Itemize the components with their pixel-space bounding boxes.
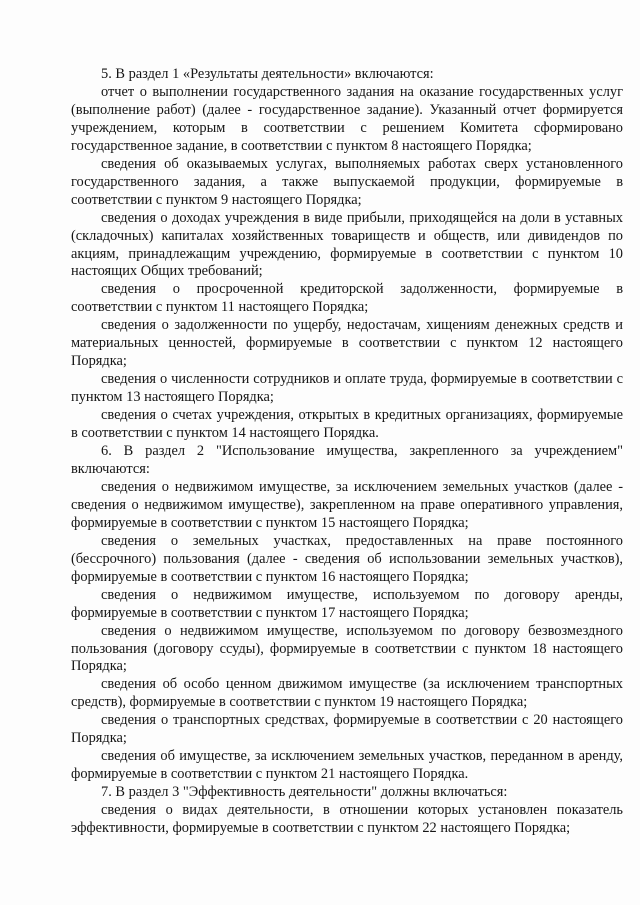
paragraph-staff-wages: сведения о численности сотрудников и оплате труда, формируемые в соответствии с пунктом 13 настоящего Порядка;: [71, 371, 623, 406]
paragraph-real-estate-free-use: сведения о недвижимом имуществе, используемом по договору безвозмездного пользования (договору ссуды), формируемые в соответствии с пунктом 18 настоящего Порядка;: [71, 622, 623, 675]
section-7-heading: 7. В раздел 3 "Эффективность деятельности" должны включаться:: [101, 784, 508, 801]
paragraph-services-above-task: сведения об оказываемых услугах, выполняемых работах сверх установленного государственного задания, а также выпускаемой продукции, формируемые в соответствии с пунктом 9 настоящего Порядка;: [71, 155, 623, 208]
paragraph-overdue-payables: сведения о просроченной кредиторской задолженности, формируемые в соответствии с пунктом 11 настоящего Порядка;: [71, 281, 623, 316]
document-body: [71, 66, 623, 838]
paragraph-damage-debt: сведения о задолженности по ущербу, недостачам, хищениям денежных средств и материальных ценностей, формируемые в соответствии с пунктом 12 настоящего Порядка;: [71, 317, 623, 370]
paragraph-leased-out-property: сведения об имуществе, за исключением земельных участков, переданном в аренду, формируемые в соответствии с пунктом 21 настоящего Порядка.: [71, 748, 623, 783]
section-5-heading: 5. В раздел 1 «Результаты деятельности» включаются:: [101, 66, 434, 82]
paragraph-activity-types: сведения о видах деятельности, в отношении которых установлен показатель эффективности, формируемые в соответствии с пунктом 22 настоящего Порядка;: [71, 802, 623, 837]
paragraph-income-profit: сведения о доходах учреждения в виде прибыли, приходящейся на доли в уставных (складочных) капиталах хозяйственных товариществ и обществ, или дивидендов по акциям, принадлежащим учреждению, формируемые в соответствии с пунктом 10 настоящих Общих требований;: [71, 209, 623, 280]
paragraph-bank-accounts: сведения о счетах учреждения, открытых в кредитных организациях, формируемые в соответствии с пунктом 14 настоящего Порядка.: [71, 407, 623, 442]
paragraph-land-plots: сведения о земельных участках, предоставленных на праве постоянного (бессрочного) пользования (далее - сведения об использовании земельных участков), формируемые в соответствии с пунктом 16 настоящего Порядка;: [71, 532, 623, 585]
section-6-heading: 6. В раздел 2 "Использование имущества, закрепленного за учреждением" включаются:: [71, 443, 623, 477]
paragraph-state-task-report: отчет о выполнении государственного задания на оказание государственных услуг (выполнение работ) (далее - государственное задание). Указанный отчет формируется учреждением, которым в соответствии с решением Комитета сформировано государственное задание, в соответствии с пунктом 8 настоящего Порядка;: [71, 83, 623, 154]
paragraph-real-estate-lease: сведения о недвижимом имуществе, используемом по договору аренды, формируемые в соответствии с пунктом 17 настоящего Порядка;: [71, 586, 623, 621]
paragraph-real-estate-operational: сведения о недвижимом имуществе, за исключением земельных участков (далее - сведения о недвижимом имуществе), закрепленном на праве оперативного управления, формируемые в соответствии с пунктом 15 настоящего Порядка;: [71, 478, 623, 531]
paragraph-vehicles: сведения о транспортных средствах, формируемые в соответствии с 20 настоящего Порядка;: [71, 712, 623, 747]
paragraph-movable-property: сведения об особо ценном движимом имуществе (за исключением транспортных средств), формируемые в соответствии с пунктом 19 настоящего Порядка;: [71, 676, 623, 711]
